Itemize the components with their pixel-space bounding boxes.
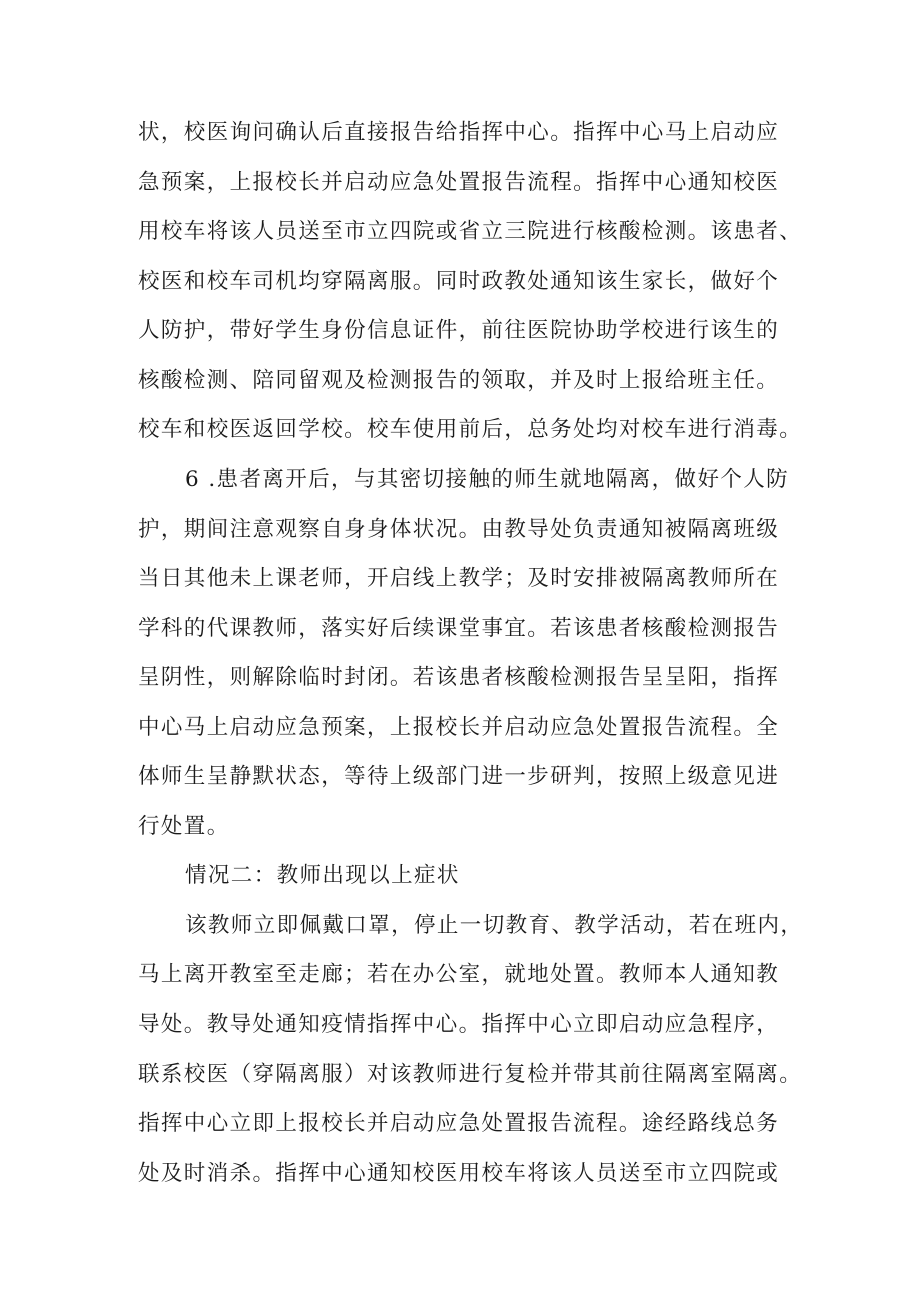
text-line: 状，校医询问确认后直接报告给指挥中心。指挥中心马上启动应 <box>138 120 780 145</box>
text-line: 马上离开教室至走廊；若在办公室，就地处置。教师本人通知教 <box>138 962 780 987</box>
text-line: 学科的代课教师，落实好后续课堂事宜。若该患者核酸检测报告 <box>138 616 780 641</box>
text-line: 呈阴性，则解除临时封闭。若该患者核酸检测报告呈呈阳，指挥 <box>138 665 780 690</box>
paragraph-6-first-line: 6 .患者离开后，与其密切接触的师生就地隔离，做好个人防 <box>185 467 790 492</box>
text-line: 处及时消杀。指挥中心通知校医用校车将该人员送至市立四院或 <box>138 1161 780 1186</box>
text-line: 人防护，带好学生身份信息证件，前往医院协助学校进行该生的 <box>138 318 780 343</box>
text-line: 校医和校车司机均穿隔离服。同时政教处通知该生家长，做好个 <box>138 269 780 294</box>
text-line: 当日其他未上课老师，开启线上教学；及时安排被隔离教师所在 <box>138 566 780 591</box>
text-line: 校车和校医返回学校。校车使用前后，总务处均对校车进行消毒。 <box>138 417 803 442</box>
text-line: 中心马上启动应急预案，上报校长并启动应急处置报告流程。全 <box>138 715 780 740</box>
text-line: 用校车将该人员送至市立四院或省立三院进行核酸检测。该患者、 <box>138 219 803 244</box>
text-line: 核酸检测、陪同留观及检测报告的领取，并及时上报给班主任。 <box>138 368 780 393</box>
text-line: 行处置。 <box>138 814 230 839</box>
section-heading: 情况二：教师出现以上症状 <box>185 863 460 888</box>
text-line: 指挥中心立即上报校长并启动应急处置报告流程。途经路线总务 <box>138 1111 780 1136</box>
paragraph-first-line: 该教师立即佩戴口罩，停止一切教育、教学活动，若在班内， <box>185 913 804 938</box>
text-line: 护，期间注意观察自身身体状况。由教导处负责通知被隔离班级 <box>138 517 780 542</box>
text-line: 联系校医（穿隔离服）对该教师进行复检并带其前往隔离室隔离。 <box>138 1062 803 1087</box>
text-line: 导处。教导处通知疫情指挥中心。指挥中心立即启动应急程序， <box>138 1012 780 1037</box>
text-line: 急预案，上报校长并启动应急处置报告流程。指挥中心通知校医 <box>138 170 780 195</box>
text-line: 体师生呈静默状态，等待上级部门进一步研判，按照上级意见进 <box>138 764 780 789</box>
